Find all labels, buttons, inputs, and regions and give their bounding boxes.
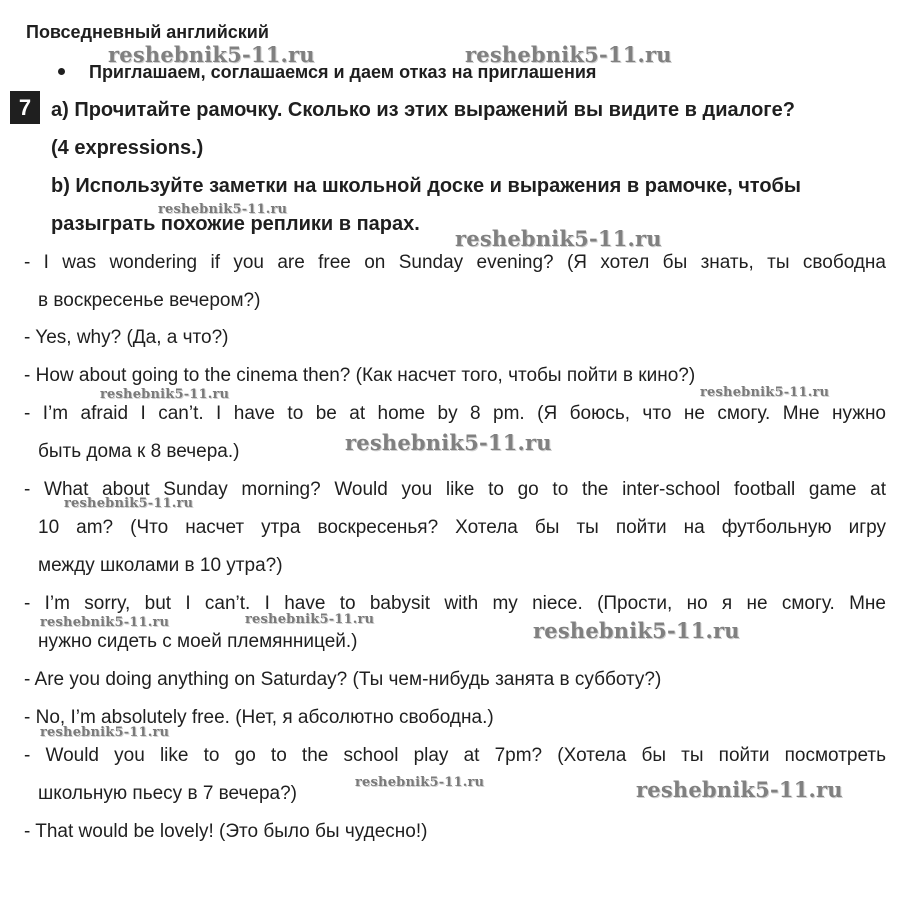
watermark: reshebnik5-11.ru (108, 42, 315, 67)
watermark: reshebnik5-11.ru (64, 496, 194, 511)
watermark: reshebnik5-11.ru (158, 202, 288, 217)
dialogue-line: - Are you doing anything on Saturday? (Ты чем-нибудь занята в субботу?) (24, 669, 662, 690)
watermark: reshebnik5-11.ru (345, 430, 552, 455)
dialogue-line: - I was wondering if you are free on Sunday evening? (Я хотел бы знать, ты свободна (24, 252, 886, 273)
watermark: reshebnik5-11.ru (245, 612, 375, 627)
task-a: a) Прочитайте рамочку. Сколько из этих выражений вы видите в диалоге? (51, 99, 795, 121)
watermark: reshebnik5-11.ru (636, 777, 843, 802)
watermark: reshebnik5-11.ru (355, 775, 485, 790)
dialogue-line: быть дома к 8 вечера.) (38, 441, 240, 462)
dialogue-line: - Yes, why? (Да, а что?) (24, 327, 229, 348)
watermark: reshebnik5-11.ru (700, 385, 830, 400)
section-title: Повседневный английский (26, 22, 269, 42)
dialogue-line: - I’m afraid I can’t. I have to be at home by 8 pm. (Я боюсь, что не смогу. Мне нужно (24, 403, 886, 424)
dialogue-line: - I’m sorry, but I can’t. I have to babysit with my niece. (Прости, но я не смогу. Мне (24, 593, 886, 614)
dialogue-line: - How about going to the cinema then? (Как насчет того, чтобы пойти в кино?) (24, 365, 696, 386)
dialogue-line: - No, I’m absolutely free. (Нет, я абсолютно свободна.) (24, 707, 494, 728)
dialogue-line: в воскресенье вечером?) (38, 290, 261, 311)
watermark: reshebnik5-11.ru (40, 725, 170, 740)
subtopic-text: Приглашаем, соглашаемся и даем отказ на приглашения (89, 62, 597, 82)
dialogue-line: - That would be lovely! (Это было бы чудесно!) (24, 821, 428, 842)
watermark: reshebnik5-11.ru (100, 387, 230, 402)
task-b-line-1: b) Используйте заметки на школьной доске и выражения в рамочке, чтобы (51, 175, 801, 197)
dialogue-line: школьную пьесу в 7 вечера?) (38, 783, 297, 804)
dialogue-line: 10 am? (Что насчет утра воскресенья? Хотела бы ты пойти на футбольную игру (38, 517, 886, 538)
dialogue-line: нужно сидеть с моей племянницей.) (38, 631, 358, 652)
bullet-dot-icon (58, 68, 65, 75)
task-a-answer: (4 expressions.) (51, 137, 204, 159)
dialogue-line: между школами в 10 утра?) (38, 555, 283, 576)
dialogue-line: - What about Sunday morning? Would you like to go to the inter-school football game at (24, 479, 886, 500)
watermark: reshebnik5-11.ru (455, 226, 662, 251)
watermark: reshebnik5-11.ru (465, 42, 672, 67)
watermark: reshebnik5-11.ru (533, 618, 740, 643)
task-b-line-2: разыграть похожие реплики в парах. (51, 213, 420, 235)
dialogue-line: - Would you like to go to the school play at 7pm? (Хотела бы ты пойти посмотреть (24, 745, 886, 766)
exercise-number-badge: 7 (10, 91, 40, 124)
watermark: reshebnik5-11.ru (40, 615, 170, 630)
